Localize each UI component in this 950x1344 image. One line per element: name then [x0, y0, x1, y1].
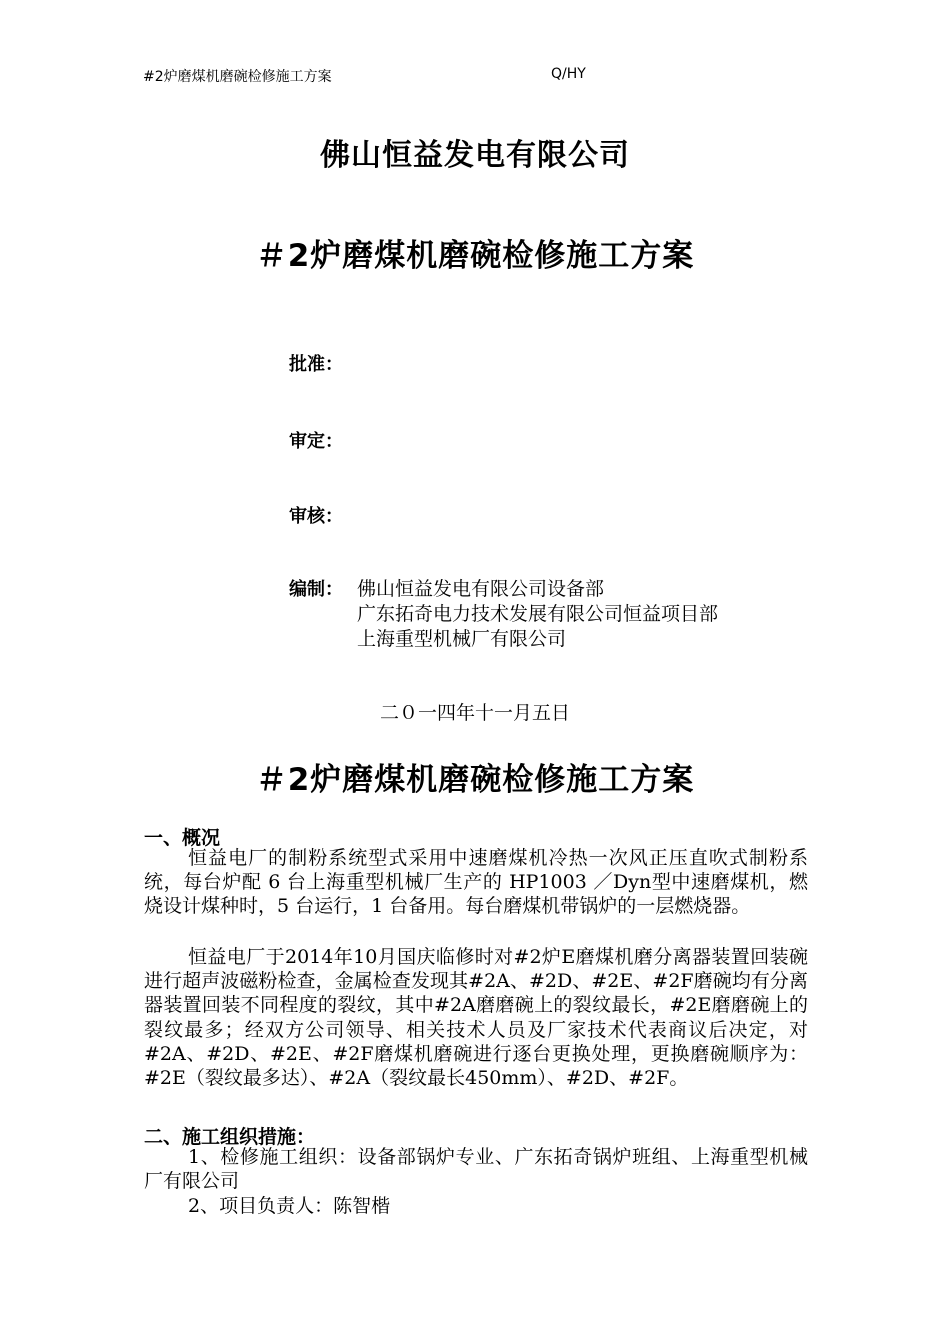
review-label: 审定：	[289, 431, 343, 452]
body-document-title: ＃2炉磨煤机磨碗检修施工方案	[255, 762, 695, 798]
compiler-line: 佛山恒益发电有限公司设备部	[357, 578, 605, 600]
overview-paragraph: 恒益电厂于2014年10月国庆临修时对#2炉E磨煤机磨分离器装置回装碗进行超声波磁粉检查，金属检查发现其#2A、#2D、#2E、#2F磨碗均有分离器装置回装不同程度的裂纹，其中#2A磨磨碗上的裂纹最长，#2E磨磨碗上的裂纹最多；经双方公司领导、相关技术人员及厂家技术代表商议后决定，对#2A、#2D、#2E、#2F磨煤机磨碗进行逐台更换处理，更换磨碗顺序为：#2E（裂纹最多达）、#2A（裂纹最长450mm）、#2D、#2F。	[144, 946, 808, 1090]
compile-label: 编制：	[289, 579, 343, 600]
organization-paragraph: 2、项目负责人：陈智楷	[188, 1195, 391, 1217]
overview-paragraph: 恒益电厂的制粉系统型式采用中速磨煤机冷热一次风正压直吹式制粉系统，每台炉配 6 台上海重型机械厂生产的 HP1003 ／Dyn型中速磨煤机，燃烧设计煤种时，5 台运行，1 台备用。每台磨煤机带锅炉的一层燃烧器。	[144, 847, 808, 918]
approve-label: 批准：	[289, 354, 343, 375]
company-title: 佛山恒益发电有限公司	[320, 138, 630, 173]
document-date: 二０一四年十一月五日	[379, 702, 570, 724]
audit-label: 审核：	[289, 506, 343, 527]
running-header-title: #2炉磨煤机磨碗检修施工方案	[143, 69, 332, 85]
running-header-code: Q/HY	[551, 66, 586, 82]
cover-document-title: ＃2炉磨煤机磨碗检修施工方案	[255, 238, 695, 274]
compiler-line: 上海重型机械厂有限公司	[357, 628, 567, 650]
compiler-line: 广东拓奇电力技术发展有限公司恒益项目部	[357, 603, 719, 625]
section-heading-overview: 一、概况	[144, 827, 221, 849]
organization-paragraph: 1、检修施工组织：设备部锅炉专业、广东拓奇锅炉班组、上海重型机械厂有限公司	[144, 1146, 808, 1193]
section-heading-organization: 二、施工组织措施：	[144, 1126, 316, 1148]
